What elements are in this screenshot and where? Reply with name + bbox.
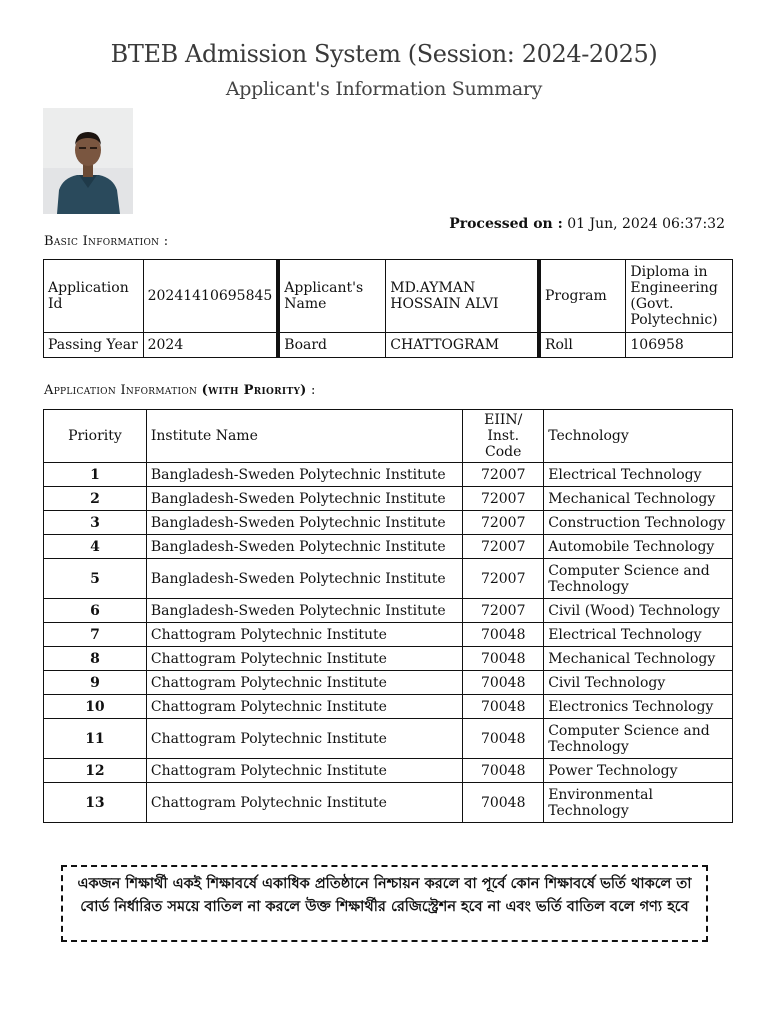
board-value: CHATTOGRAM [386,333,539,358]
table-row [44,759,733,783]
applicant-photo [43,108,133,214]
eiin-cell: 70048 [463,671,544,695]
institute-cell: Bangladesh-Sweden Polytechnic Institute [146,559,462,599]
table-row [44,463,733,487]
passing-year-value: 2024 [143,333,278,358]
priority-cell: 9 [44,671,147,695]
table-row [44,559,733,599]
technology-cell: Civil Technology [544,671,733,695]
technology-cell: Power Technology [544,759,733,783]
priority-cell: 4 [44,535,147,559]
applicant-name-value: MD.AYMAN HOSSAIN ALVI [386,260,539,333]
eiin-cell: 72007 [463,487,544,511]
priority-cell: 12 [44,759,147,783]
table-row [44,783,733,823]
application-info-heading-bold: (with Priority) [201,383,307,398]
table-row [44,535,733,559]
col-eiin-header: EIIN/ Inst. Code [463,410,544,463]
institute-cell: Bangladesh-Sweden Polytechnic Institute [146,463,462,487]
technology-cell: Construction Technology [544,511,733,535]
priority-cell: 10 [44,695,147,719]
roll-value: 106958 [626,333,733,358]
technology-cell: Automobile Technology [544,535,733,559]
table-row [44,599,733,623]
eiin-cell: 72007 [463,599,544,623]
eiin-cell: 72007 [463,535,544,559]
eiin-cell: 72007 [463,559,544,599]
eiin-cell: 70048 [463,647,544,671]
priority-cell: 1 [44,463,147,487]
table-row [44,511,733,535]
program-value: Diploma in Engineering (Govt. Polytechnic) [626,260,733,333]
applicant-photo-image [43,108,133,214]
application-id-value: 20241410695845 [143,260,278,333]
technology-cell: Mechanical Technology [544,647,733,671]
table-row [44,333,733,358]
priority-cell: 5 [44,559,147,599]
technology-cell: Civil (Wood) Technology [544,599,733,623]
application-info-heading-text: Application Information [44,383,198,398]
priority-cell: 6 [44,599,147,623]
institute-cell: Bangladesh-Sweden Polytechnic Institute [146,599,462,623]
technology-cell: Computer Science and Technology [544,559,733,599]
technology-cell: Computer Science and Technology [544,719,733,759]
processed-label: Processed on : [449,216,563,232]
table-row [44,719,733,759]
processed-timestamp [449,216,725,232]
technology-cell: Electronics Technology [544,695,733,719]
basic-info-table [43,259,733,358]
eiin-cell: 70048 [463,783,544,823]
page-subtitle: Applicant's Information Summary [225,78,543,100]
roll-label: Roll [539,333,626,358]
applicant-name-label: Applicant's Name [278,260,385,333]
technology-cell: Electrical Technology [544,623,733,647]
institute-cell: Chattogram Polytechnic Institute [146,647,462,671]
application-id-label: Application Id [44,260,144,333]
eiin-cell: 70048 [463,695,544,719]
institute-cell: Chattogram Polytechnic Institute [146,623,462,647]
institute-cell: Chattogram Polytechnic Institute [146,719,462,759]
institute-cell: Chattogram Polytechnic Institute [146,759,462,783]
priority-cell: 13 [44,783,147,823]
basic-info-heading: Basic Information : [44,234,169,249]
table-row [44,671,733,695]
technology-cell: Environmental Technology [544,783,733,823]
institute-cell: Chattogram Polytechnic Institute [146,695,462,719]
table-header-row [44,410,733,463]
eiin-cell: 70048 [463,623,544,647]
institute-cell: Bangladesh-Sweden Polytechnic Institute [146,511,462,535]
table-row [44,695,733,719]
application-priority-table [43,409,733,823]
application-info-heading-colon: : [306,383,316,398]
institute-cell: Chattogram Polytechnic Institute [146,671,462,695]
col-institute-header: Institute Name [146,410,462,463]
priority-cell: 7 [44,623,147,647]
registration-notice: একজন শিক্ষার্থী একই শিক্ষাবর্ষে একাধিক প্রতিষ্ঠানে নিশ্চায়ন করলে বা পূর্বে কোন শিক্ষাবর্ষে ভর্তি থাকলে তা বোর্ড নির্ধারিত সময়ে বাতিল না করলে উক্ত শিক্ষার্থীর রেজিস্ট্রেশন হবে না এবং ভর্তি বাতিল বলে গণ্য হবে [61,865,708,942]
eiin-cell: 70048 [463,719,544,759]
institute-cell: Bangladesh-Sweden Polytechnic Institute [146,487,462,511]
table-row [44,647,733,671]
table-row [44,260,733,333]
board-label: Board [278,333,385,358]
processed-value: 01 Jun, 2024 06:37:32 [567,216,725,232]
col-priority-header: Priority [44,410,147,463]
passing-year-label: Passing Year [44,333,144,358]
col-technology-header: Technology [544,410,733,463]
priority-cell: 11 [44,719,147,759]
priority-cell: 8 [44,647,147,671]
technology-cell: Mechanical Technology [544,487,733,511]
institute-cell: Bangladesh-Sweden Polytechnic Institute [146,535,462,559]
eiin-cell: 72007 [463,511,544,535]
eiin-cell: 70048 [463,759,544,783]
priority-cell: 2 [44,487,147,511]
technology-cell: Electrical Technology [544,463,733,487]
table-row [44,487,733,511]
page-title: BTEB Admission System (Session: 2024-2025) [110,40,658,68]
institute-cell: Chattogram Polytechnic Institute [146,783,462,823]
program-label: Program [539,260,626,333]
eiin-cell: 72007 [463,463,544,487]
priority-cell: 3 [44,511,147,535]
application-info-heading [44,383,316,398]
table-row [44,623,733,647]
